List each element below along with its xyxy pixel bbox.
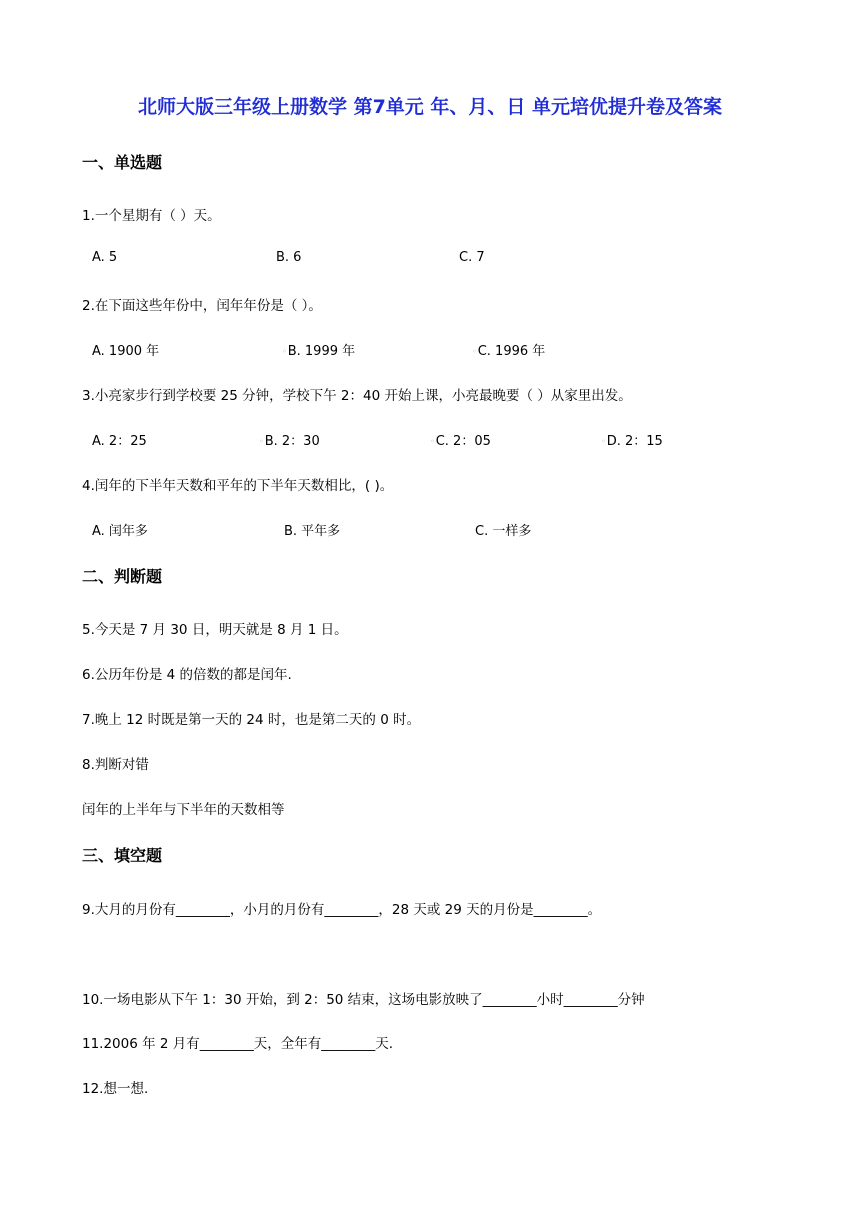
bullet-dot-icon: ◦ — [472, 347, 477, 356]
question-6: 6.公历年份是 4 的倍数的都是闰年. — [82, 667, 292, 683]
question-5: 5.今天是 7 月 30 日，明天就是 8 月 1 日。 — [82, 622, 348, 638]
option-c: C. 一样多 — [475, 524, 532, 539]
question-9: 9.大月的月份有________，小月的月份有________，28 天或 29 天的月份是________。 — [82, 902, 602, 918]
question-8: 8.判断对错 — [82, 757, 149, 773]
option-c-label: C. 2：05 — [435, 434, 491, 449]
bullet-dot-icon: ◦ — [259, 437, 264, 446]
bullet-dot-icon: ◦ — [601, 437, 606, 446]
question-2: 2.在下面这些年份中，闰年年份是（ ）。 — [82, 298, 322, 314]
section-heading-true-false: 二、判断题 — [82, 567, 163, 586]
option-c — [430, 430, 491, 449]
question-7: 7.晚上 12 时既是第一天的 24 时，也是第二天的 0 时。 — [82, 712, 421, 728]
option-b: B. 6 — [276, 250, 302, 265]
option-b: B. 平年多 — [284, 524, 341, 539]
option-b — [259, 430, 320, 449]
section-heading-fill-blank: 三、填空题 — [82, 846, 163, 865]
bullet-dot-icon: ◦ — [430, 437, 435, 446]
option-c: C. 7 — [459, 250, 485, 265]
option-b — [282, 340, 355, 359]
option-a: A. 1900 年 — [92, 344, 160, 359]
option-a: A. 2：25 — [92, 434, 147, 449]
question-4: 4.闰年的下半年天数和平年的下半年天数相比，( )。 — [82, 478, 394, 494]
option-a: A. 闰年多 — [92, 524, 148, 539]
question-8-statement: 闰年的上半年与下半年的天数相等 — [82, 802, 285, 818]
question-11: 11.2006 年 2 月有________天，全年有________天. — [82, 1036, 394, 1052]
option-b-label: B. 1999 年 — [287, 344, 356, 359]
option-c-label: C. 1996 年 — [477, 344, 546, 359]
question-3: 3.小亮家步行到学校要 25 分钟，学校下午 2：40 开始上课，小亮最晚要（ ）从家里出发。 — [82, 388, 632, 404]
option-c — [472, 340, 545, 359]
question-10: 10.一场电影从下午 1：30 开始，到 2：50 结束，这场电影放映了________小时________分钟 — [82, 992, 645, 1008]
option-a: A. 5 — [92, 250, 118, 265]
section-heading-single-choice: 一、单选题 — [82, 153, 163, 172]
question-12: 12.想一想. — [82, 1081, 149, 1097]
question-1: 1.一个星期有（ ）天。 — [82, 208, 221, 224]
option-b-label: B. 2：30 — [264, 434, 320, 449]
document-title: 北师大版三年级上册数学 第7单元 年、月、日 单元培优提升卷及答案 — [137, 96, 723, 118]
bullet-dot-icon: ◦ — [282, 347, 287, 356]
option-d-label: D. 2：15 — [606, 434, 663, 449]
option-d — [601, 430, 663, 449]
